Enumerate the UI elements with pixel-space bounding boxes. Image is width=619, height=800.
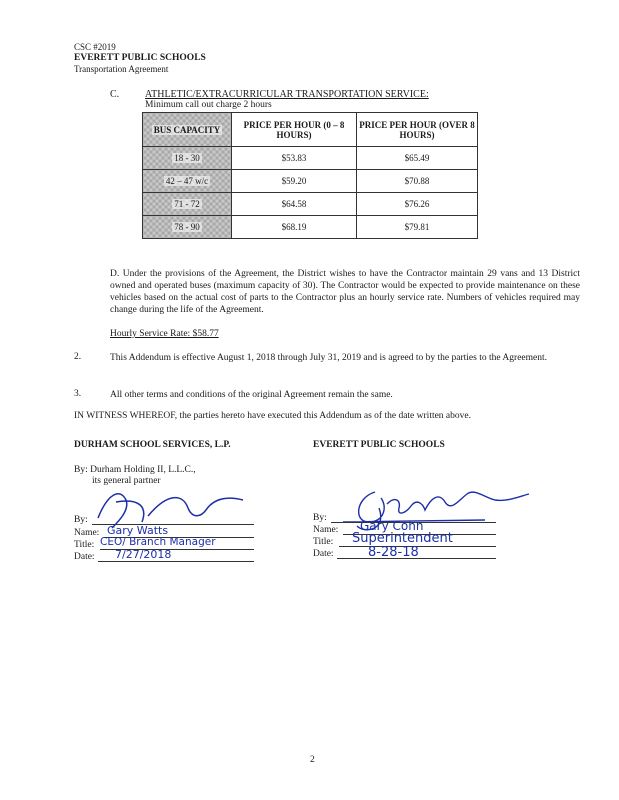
- hourly-service-rate: Hourly Service Rate: $58.77: [110, 329, 219, 339]
- table-row: [143, 170, 478, 193]
- price-cell: $68.19: [232, 216, 357, 239]
- section-d-paragraph: D. Under the provisions of the Agreement, the District wishes to have the Contractor maintain 29 vans and 13 District owned and operated buses (maximum capacity of 30). The Contractor would be expected to provide maintenance on these vehicles based on the actual cost of parts to the Contractor plus an hourly service rate. Numbers of vehicles required may change during the life of the Agreement.: [110, 269, 580, 315]
- item-3-number: 3.: [74, 389, 82, 399]
- capacity-cell: 71 - 72: [143, 193, 232, 216]
- right-by-label: By:: [313, 513, 327, 523]
- left-by-line2: its general partner: [92, 476, 161, 486]
- table-row: [143, 147, 478, 170]
- section-c-subtitle: Minimum call out charge 2 hours: [145, 100, 272, 110]
- left-by-label: By:: [74, 515, 88, 525]
- org-name: EVERETT PUBLIC SCHOOLS: [74, 53, 206, 63]
- contract-ref: CSC #2019: [74, 42, 116, 52]
- header-bus-capacity: BUS CAPACITY: [143, 113, 232, 147]
- right-title-label: Title:: [313, 537, 334, 547]
- price-cell: $53.83: [232, 147, 357, 170]
- item-2-text: This Addendum is effective August 1, 2018 through July 31, 2019 and is agreed to by the parties to the Agreement.: [110, 353, 548, 363]
- item-2-number: 2.: [74, 352, 82, 362]
- right-party-name: EVERETT PUBLIC SCHOOLS: [313, 440, 445, 450]
- witness-statement: IN WITNESS WHEREOF, the parties hereto have executed this Addendum as of the date written above.: [74, 411, 471, 421]
- capacity-cell: 42 – 47 w/c: [143, 170, 232, 193]
- left-date-label: Date:: [74, 552, 95, 562]
- section-c-title: ATHLETIC/EXTRACURRICULAR TRANSPORTATION SERVICE:: [145, 89, 429, 100]
- left-name-label: Name:: [74, 528, 100, 538]
- left-title-value: CEO/ Branch Manager: [100, 536, 216, 548]
- left-date-value: 7/27/2018: [115, 548, 172, 561]
- price-cell: $79.81: [357, 216, 478, 239]
- capacity-cell: 78 - 90: [143, 216, 232, 239]
- right-name-label: Name:: [313, 525, 339, 535]
- price-cell: $59.20: [232, 170, 357, 193]
- table-row: [143, 193, 478, 216]
- header-price-0-8: PRICE PER HOUR (0 – 8 HOURS): [232, 113, 357, 147]
- header-price-over-8: PRICE PER HOUR (OVER 8 HOURS): [357, 113, 478, 147]
- price-cell: $65.49: [357, 147, 478, 170]
- price-cell: $76.26: [357, 193, 478, 216]
- right-name-value: Gary Cohn: [360, 519, 424, 533]
- left-by-line1: By: Durham Holding II, L.L.C.,: [74, 465, 196, 475]
- left-title-label: Title:: [74, 540, 95, 550]
- left-party-by: [74, 465, 196, 487]
- item-3-text: All other terms and conditions of the original Agreement remain the same.: [110, 390, 393, 400]
- price-cell: $64.58: [232, 193, 357, 216]
- section-c-letter: C.: [110, 89, 120, 100]
- left-party-name: DURHAM SCHOOL SERVICES, L.P.: [74, 440, 231, 450]
- price-cell: $70.88: [357, 170, 478, 193]
- right-date-label: Date:: [313, 549, 334, 559]
- table-row: [143, 216, 478, 239]
- right-date-value: 8-28-18: [368, 545, 419, 560]
- doc-name: Transportation Agreement: [74, 64, 169, 74]
- left-name-value: Gary Watts: [107, 524, 169, 537]
- rate-table-header: [143, 113, 478, 147]
- rate-table: [142, 112, 478, 239]
- capacity-cell: 18 - 30: [143, 147, 232, 170]
- document-header: [74, 42, 206, 75]
- page-number: 2: [310, 755, 315, 765]
- right-title-value: Superintendent: [352, 531, 453, 546]
- left-date-line: [98, 561, 254, 562]
